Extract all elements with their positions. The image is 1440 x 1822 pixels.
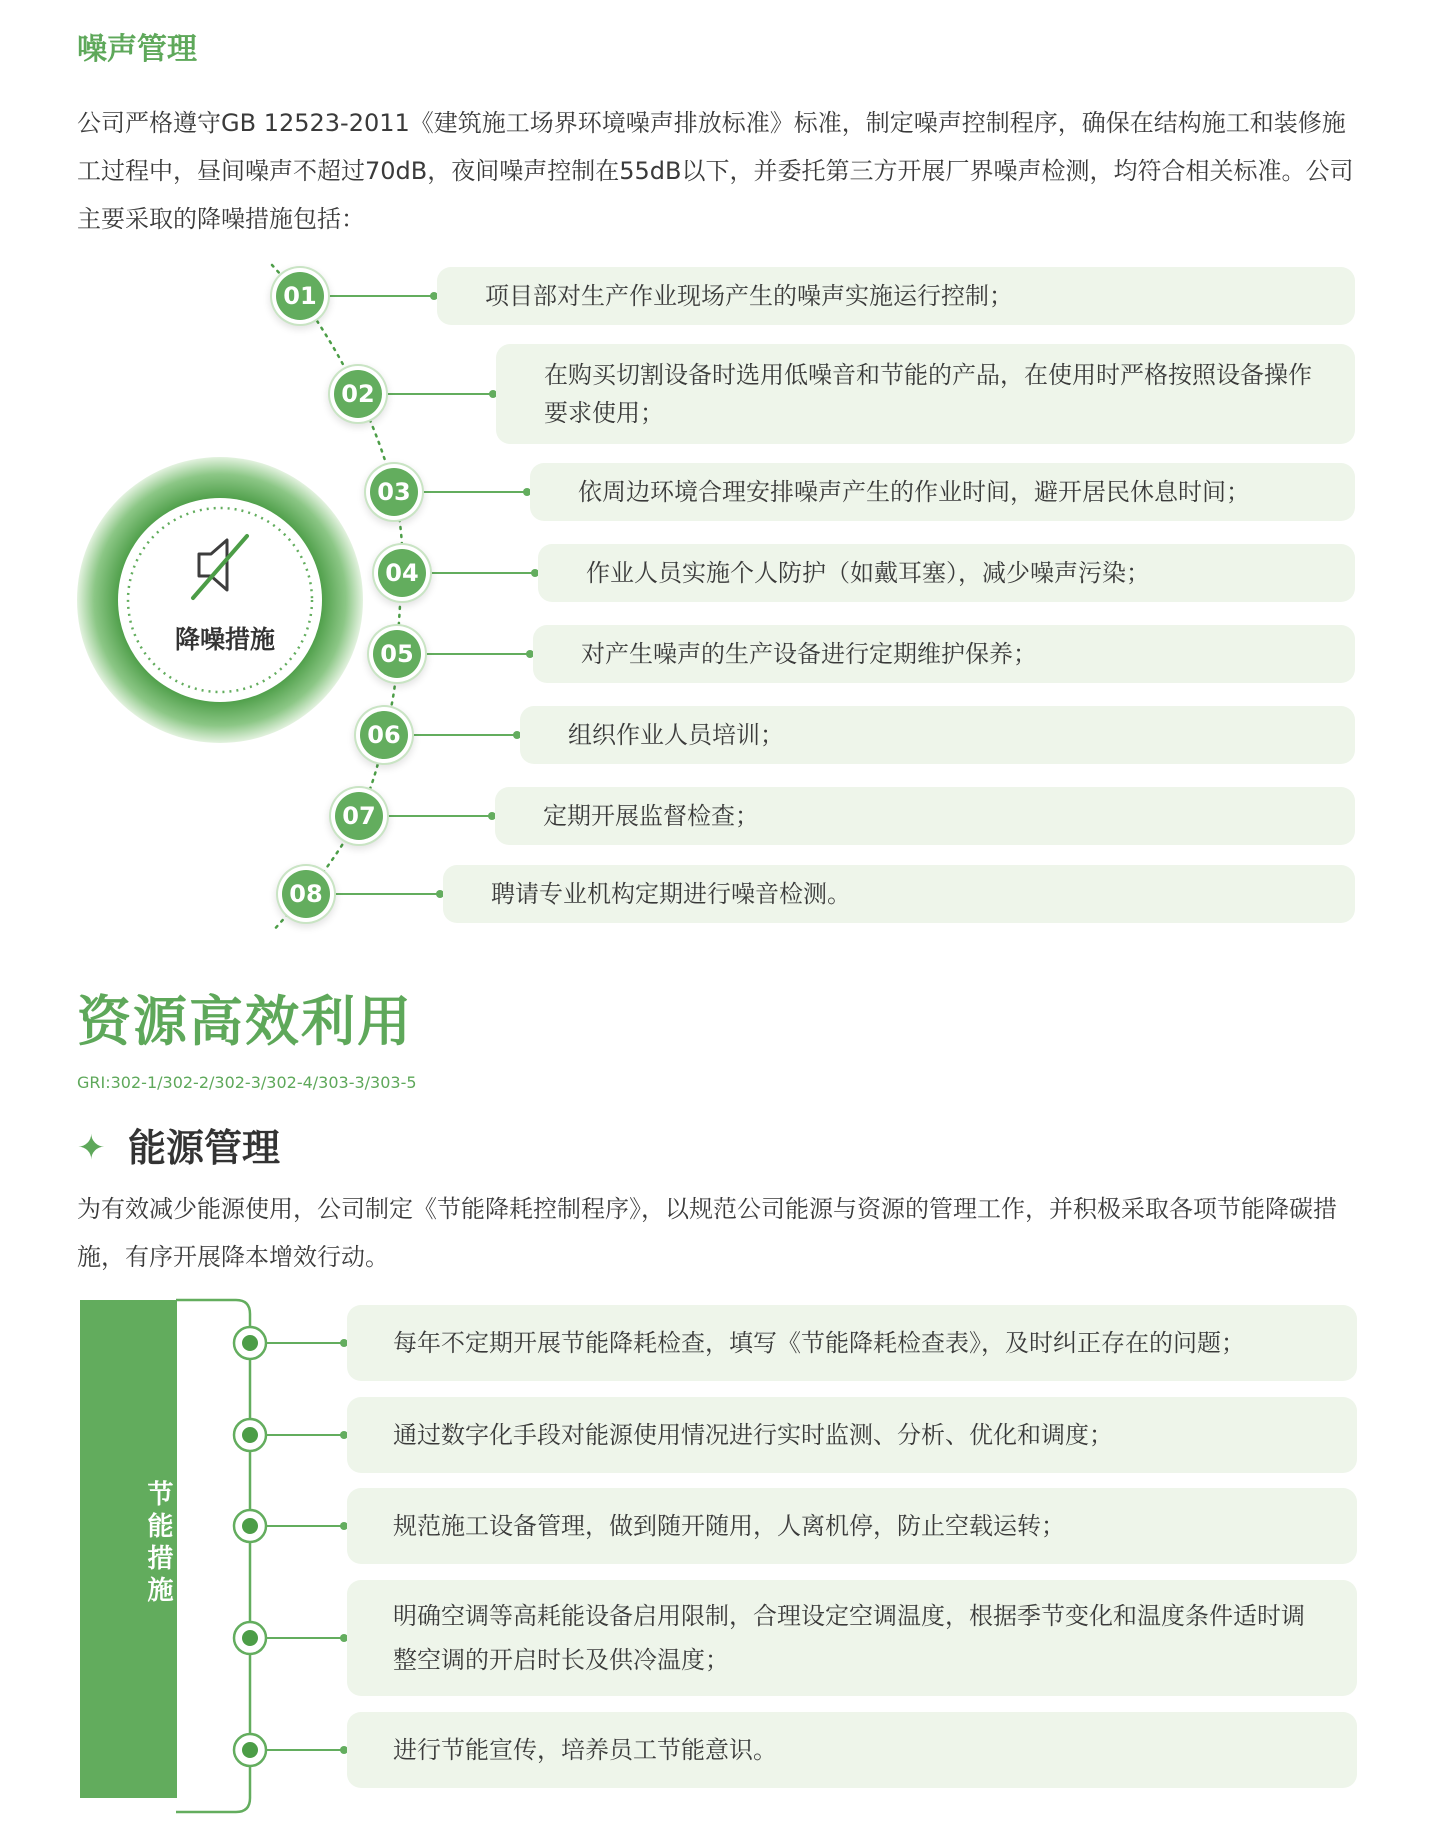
energy-measure-text: 通过数字化手段对能源使用情况进行实时监测、分析、优化和调度； [393,1421,1113,1449]
noise-section-title: 噪声管理 [77,32,197,67]
timeline-dotted-arc [272,265,402,932]
noise-measure-number: 05 [373,630,421,678]
noise-measure-item [496,344,1355,444]
energy-measures-label: 节能措施 [143,1480,173,1608]
energy-measure-item [347,1488,1357,1564]
noise-measure-text: 依周边环境合理安排噪声产生的作业时间，避开居民休息时间； [578,478,1250,506]
noise-core-label: 降噪措施 [174,625,275,654]
noise-measure-number: 02 [334,370,382,418]
noise-measure-item [520,706,1355,764]
noise-measure-number: 01 [276,272,324,320]
noise-measure-number: 03 [370,468,418,516]
bullet-dot [242,1427,258,1443]
energy-measure-item [347,1305,1357,1381]
noise-measure-text: 项目部对生产作业现场产生的噪声实施运行控制； [485,282,1013,310]
energy-measure-item [347,1580,1357,1696]
noise-measures-timeline [0,250,1440,950]
noise-measure-item [530,463,1355,521]
noise-measure-text: 对产生噪声的生产设备进行定期维护保养； [581,640,1037,668]
noise-measure-text: 聘请专业机构定期进行噪音检测。 [491,880,851,908]
energy-measure-text: 明确空调等高耗能设备启用限制，合理设定空调温度，根据季节变化和温度条件适时调整空调的开启时长及供冷温度； [393,1602,1305,1674]
noise-measure-text: 定期开展监督检查； [543,802,759,830]
energy-measure-text: 规范施工设备管理，做到随开随用，人离机停，防止空载运转； [393,1512,1065,1540]
noise-measure-number: 07 [335,792,383,840]
noise-measure-text: 组织作业人员培训； [568,721,784,749]
sparkle-icon: ✦ [77,1128,106,1168]
energy-subsection-title: 能源管理 [128,1126,281,1170]
noise-measure-item [495,787,1355,845]
noise-measure-item [443,865,1355,923]
resource-section-title: 资源高效利用 [77,990,413,1053]
energy-measures-list [0,1290,1440,1822]
bracket-outline [176,1300,250,1812]
noise-measure-number: 04 [378,549,426,597]
noise-measure-item [437,267,1355,325]
energy-intro-paragraph: 为有效减少能源使用，公司制定《节能降耗控制程序》，以规范公司能源与资源的管理工作，并积极采取各项节能降碳措施，有序开展降本增效行动。 [77,1195,1337,1271]
energy-measure-item [347,1712,1357,1788]
energy-measure-text: 每年不定期开展节能降耗检查，填写《节能降耗检查表》，及时纠正存在的问题； [393,1329,1245,1357]
energy-measure-text: 进行节能宣传，培养员工节能意识。 [393,1736,777,1764]
noise-measure-number: 06 [360,711,408,759]
energy-measure-item [347,1397,1357,1473]
gri-reference: GRI:302-1/302-2/302-3/302-4/303-3/303-5 [77,1073,417,1092]
noise-intro-paragraph: 公司严格遵守GB 12523-2011《建筑施工场界环境噪声排放标准》标准，制定噪声控制程序，确保在结构施工和装修施工过程中，昼间噪声不超过70dB，夜间噪声控制在55dB以下，并委托第三方开展厂界噪声检测，均符合相关标准。公司主要采取的降噪措施包括： [77,109,1354,233]
noise-measure-text: 在购买切割设备时选用低噪音和节能的产品，在使用时严格按照设备操作要求使用； [544,361,1312,427]
bullet-dot [242,1518,258,1534]
bullet-dot [242,1335,258,1351]
noise-measure-text: 作业人员实施个人防护（如戴耳塞），减少噪声污染； [586,559,1150,587]
bullet-dot [242,1742,258,1758]
noise-measure-item [533,625,1355,683]
bullet-dot [242,1630,258,1646]
noise-measure-item [538,544,1355,602]
noise-measure-number: 08 [282,870,330,918]
